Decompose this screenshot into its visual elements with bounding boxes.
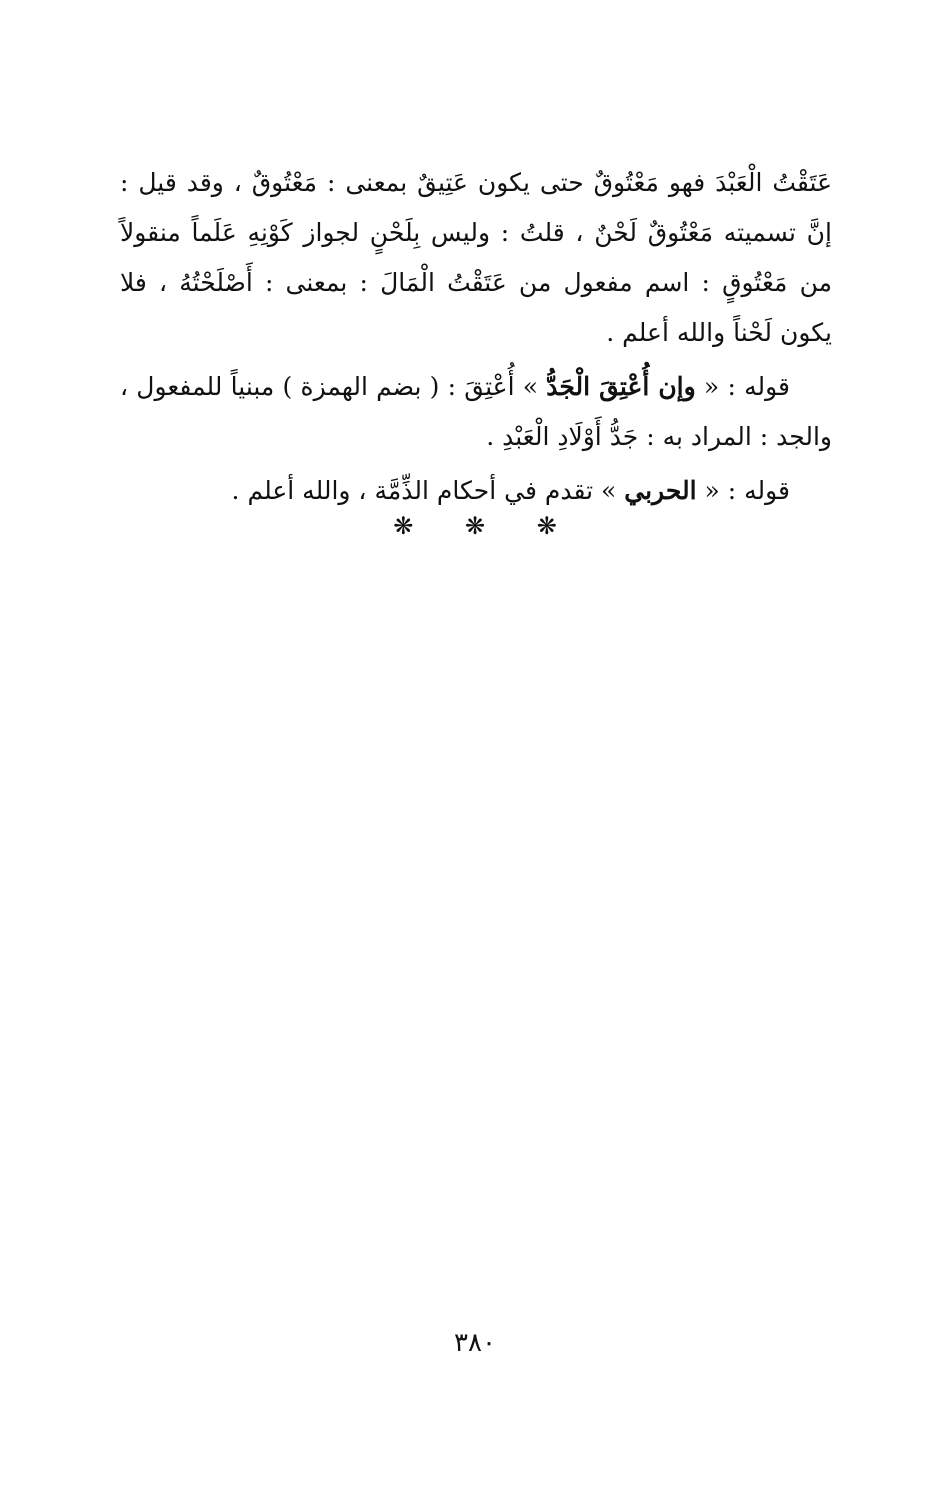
paragraph-2-quoted-term: وإن أُعْتِقَ الْجَدُّ bbox=[546, 372, 696, 401]
section-separator bbox=[0, 512, 950, 540]
paragraph-1 bbox=[120, 158, 832, 358]
asterism-icon: ❋ bbox=[464, 512, 486, 540]
paragraph-1-text: عَتَقْتُ الْعَبْدَ فهو مَعْتُوقٌ حتى يكون عَتِيقٌ بمعنى : مَعْتُوقٌ ، وقد قيل : إنَّ تسميته مَعْتُوقٌ لَحْنٌ ، قلتُ : وليس بِلَحْنٍ لجواز كَوْنِهِ عَلَماً منقولاً من مَعْتُوقٍ : اسم مفعول من عَتَقْتُ الْمَالَ : بمعنى : أَصْلَحْتُهُ ، فلا يكون لَحْناً والله أعلم . bbox=[120, 168, 832, 347]
paragraph-2-rest: » أُعْتِقَ : ( بضم الهمزة ) مبنياً للمفعول ، والجد : المراد به : جَدُّ أَوْلَادِ الْعَبْدِ . bbox=[120, 372, 832, 451]
body-text bbox=[120, 158, 832, 516]
paragraph-3-quoted-term: الحربي bbox=[624, 476, 697, 505]
paragraph-2-lead: قوله : « bbox=[695, 372, 790, 401]
asterism-icon: ❋ bbox=[536, 512, 557, 540]
paragraph-3 bbox=[120, 466, 832, 516]
paragraph-2 bbox=[120, 362, 832, 462]
page-number: ٣٨٠ bbox=[454, 1328, 496, 1358]
paragraph-3-rest: » تقدم في أحكام الذِّمَّة ، والله أعلم . bbox=[231, 476, 625, 505]
paragraph-3-lead: قوله : « bbox=[696, 476, 790, 505]
asterism-icon: ❋ bbox=[393, 512, 414, 540]
